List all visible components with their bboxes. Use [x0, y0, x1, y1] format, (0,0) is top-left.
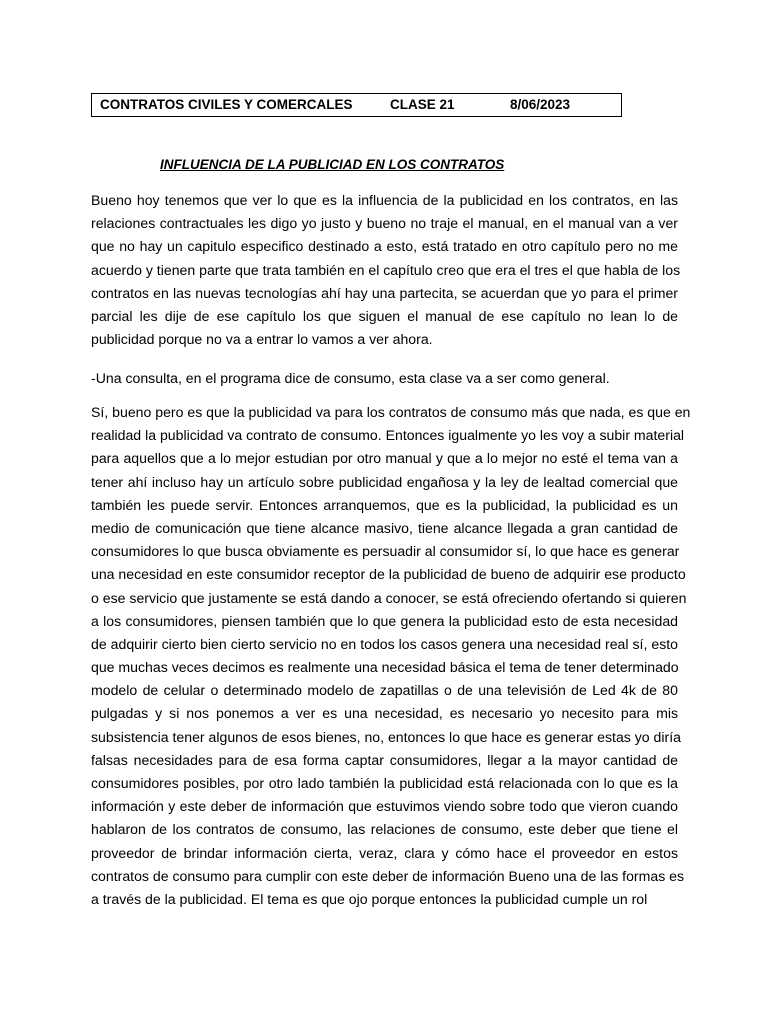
text-line: para aquellos que a lo mejor estudian por otro manual y que a lo mejor no esté el tema van a [91, 450, 678, 467]
text-line: Sí, bueno pero es que la publicidad va para los contratos de consumo más que nada, es que en [91, 404, 691, 420]
header-box [91, 93, 622, 117]
text-line: a través de la publicidad. El tema es que ojo porque entonces la publicidad cumple un rol [91, 890, 648, 907]
paragraph [91, 401, 691, 911]
text-line: consumidores posibles, por otro lado también la publicidad está relacionada con lo que es la [91, 775, 678, 791]
text-line: acuerdo y tienen parte que trata también en el capítulo creo que era el tres el que habla de los [91, 261, 681, 278]
text-line: contratos en las nuevas tecnologías ahí hay una partecita, se acuerdan que yo para el primer [91, 284, 678, 301]
text-line: subsistencia tener algunos de esos bienes, no, entonces lo que hace es generar estas yo diría [91, 728, 681, 745]
text-line: pulgadas y si nos ponemos a ver es una necesidad, es necesario yo necesito para mis [91, 705, 678, 722]
text-line: o ese servicio que justamente se está dando a conocer, se está ofreciendo ofertando si quieren [91, 589, 687, 606]
text-line: modelo de celular o determinado modelo de zapatillas o de una televisión de Led 4k de 80 [91, 682, 678, 699]
text-line: que muchas veces decimos es realmente una necesidad básica el tema de tener determinado [91, 659, 679, 676]
text-line: parcial les dije de ese capítulo los que siguen el manual de ese capítulo no lean lo de [91, 307, 678, 324]
class-number: CLASE 21 [390, 97, 455, 112]
text-line: publicidad porque no va a entrar lo vamos a ver ahora. [91, 331, 433, 348]
text-line: también les puede servir. Entonces arranquemos, que es la publicidad, la publicidad es un [91, 496, 678, 513]
text-line: medio de comunicación que tiene alcance masivo, tiene alcance llegada a gran cantidad de [91, 519, 678, 536]
text-line: que no hay un capitulo especifico destinado a esto, está tratado en otro capítulo pero no me [91, 238, 678, 255]
text-line: hablaron de los contratos de consumo, las relaciones de consumo, este deber que tiene el [91, 821, 678, 838]
class-date: 8/06/2023 [510, 97, 571, 112]
paragraph [91, 189, 681, 351]
text-line: realidad la publicidad va contrato de consumo. Entonces igualmente yo les voy a subir material [91, 427, 685, 444]
text-line: de adquirir cierto bien cierto servicio no en todos los casos genera una necesidad real sí, esto [91, 635, 678, 652]
text-line: contratos de consumo para cumplir con este deber de información Bueno una de las formas es [91, 867, 685, 884]
text-line: a los consumidores, piensen también que lo que genera la publicidad esto de esta necesidad [91, 612, 678, 629]
text-line: relaciones contractuales les digo yo justo y bueno no traje el manual, en el manual van a ver [91, 215, 678, 232]
text-line: consumidores lo que busca obviamente es persuadir al consumidor sí, lo que hace es generar [91, 543, 680, 560]
text-line: falsas necesidades para de esa forma captar consumidores, llegar a la mayor cantidad de [91, 751, 678, 768]
text-line: proveedor de brindar información cierta, veraz, clara y cómo hace el proveedor en estos [91, 844, 678, 861]
paragraph [91, 367, 678, 390]
text-line: Bueno hoy tenemos que ver lo que es la influencia de la publicidad en los contratos, en las [91, 192, 678, 208]
document-title: INFLUENCIA DE LA PUBLICIAD EN LOS CONTRATOS [160, 157, 505, 172]
course-name: CONTRATOS CIVILES Y COMERCALES [100, 97, 353, 112]
text-line: una necesidad en este consumidor receptor de la publicidad de bueno de adquirir ese producto [91, 566, 686, 583]
text-line: tener ahí incluso hay un artículo sobre publicidad engañosa y la ley de lealtad comercial que [91, 473, 678, 490]
text-line: -Una consulta, en el programa dice de consumo, esta clase va a ser como general. [91, 370, 610, 386]
text-line: información y este deber de información que estuvimos viendo sobre todo que vieron cuando [91, 798, 678, 815]
